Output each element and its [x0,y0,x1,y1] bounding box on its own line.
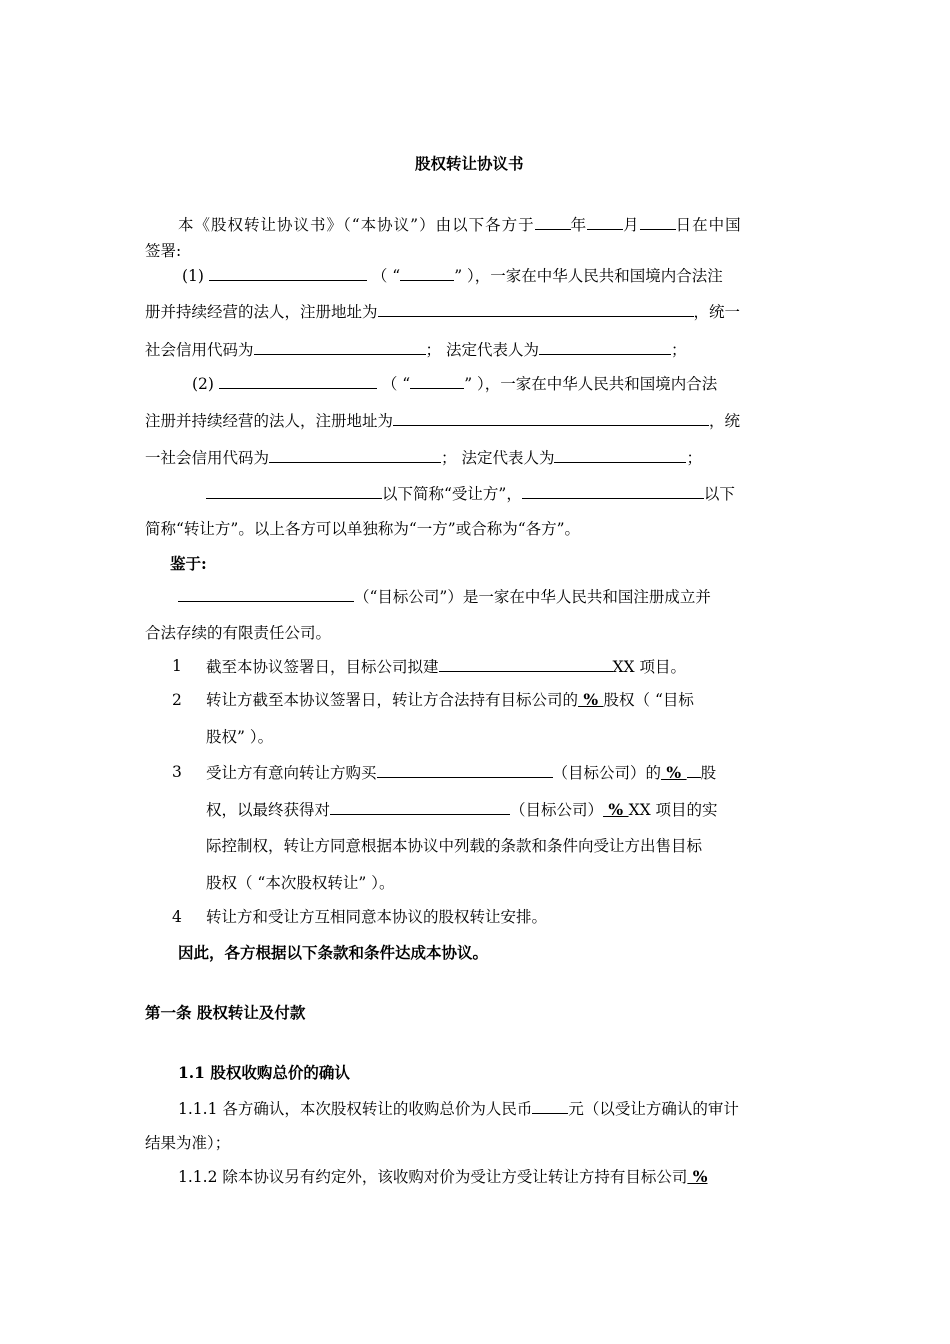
whereas-item-3-text: 受让方有意向转让方购买 （目标公司）的 % 股 [206,763,717,782]
therefore-statement: 因此，各方根据以下条款和条件达成本协议。 [178,943,489,962]
article-1-heading: 第一条 股权转让及付款 [145,1003,306,1022]
intro-cont: 签署: [145,242,182,260]
target-company-cont: 合法存续的有限责任公司。 [145,624,332,642]
document-title: 股权转让协议书 [415,154,524,173]
clause-1-1-1: 1.1.1 各方确认，本次股权转让的收购总价为人民币 元（以受让方确认的审计 [178,1100,739,1118]
whereas-heading: 鉴于: [170,554,207,573]
whereas-item-2-text: 转让方截至本协议签署日，转让方合法持有目标公司的 % 股权（ “目标 [206,690,694,709]
whereas-item-4: 4 [172,908,182,926]
abbrev-cont: 简称“转让方”。以上各方可以单独称为“一方”或合称为“各方”。 [145,520,581,538]
clause-1-1-2: 1.1.2 除本协议另有约定外，该收购对价为受让方受让转让方持有目标公司 % [178,1167,708,1186]
whereas-item-3-line2: 权，以最终获得对 （目标公司） % XX 项目的实 [206,800,718,819]
whereas-item-1: 1 [172,657,182,675]
party1-line1: (1) （ “ ” ），一家在中华人民共和国境内合法注 [182,267,723,285]
target-company-line: （“目标公司”）是一家在中华人民共和国注册成立并 [178,586,711,607]
whereas-item-3-line4: 股权（ “本次股权转让” ）。 [206,874,395,892]
party1-line2: 册并持续经营的法人，注册地址为 ，统一 [145,303,741,321]
clause-1-1-1-cont: 结果为准）； [145,1134,231,1152]
party2-line1: (2) （ “ ” ），一家在中华人民共和国境内合法 [192,375,718,393]
party2-line3: 一社会信用代码为 ； 法定代表人为 ； [145,449,702,467]
abbrev-line: 以下简称“受让方”， 以下 [206,483,735,504]
whereas-item-2: 2 [172,691,182,709]
whereas-item-3: 3 [172,763,182,781]
section-1-1-heading: 1.1 股权收购总价的确认 [178,1063,350,1082]
whereas-item-3-line3: 际控制权，转让方同意根据本协议中列载的条款和条件向受让方出售目标 [206,837,703,855]
whereas-item-1-text: 截至本协议签署日，目标公司拟建 XX 项目。 [206,658,687,676]
party1-line3: 社会信用代码为 ； 法定代表人为 ； [145,341,687,359]
party2-line2: 注册并持续经营的法人，注册地址为 ，统 [145,412,741,430]
whereas-item-4-text: 转让方和受让方互相同意本协议的股权转让安排。 [206,908,548,926]
whereas-item-2-cont: 股权” ）。 [206,728,274,746]
intro-line: 本《股权转让协议书》（“本协议”）由以下各方于 年 月 日在中国 [178,216,742,234]
